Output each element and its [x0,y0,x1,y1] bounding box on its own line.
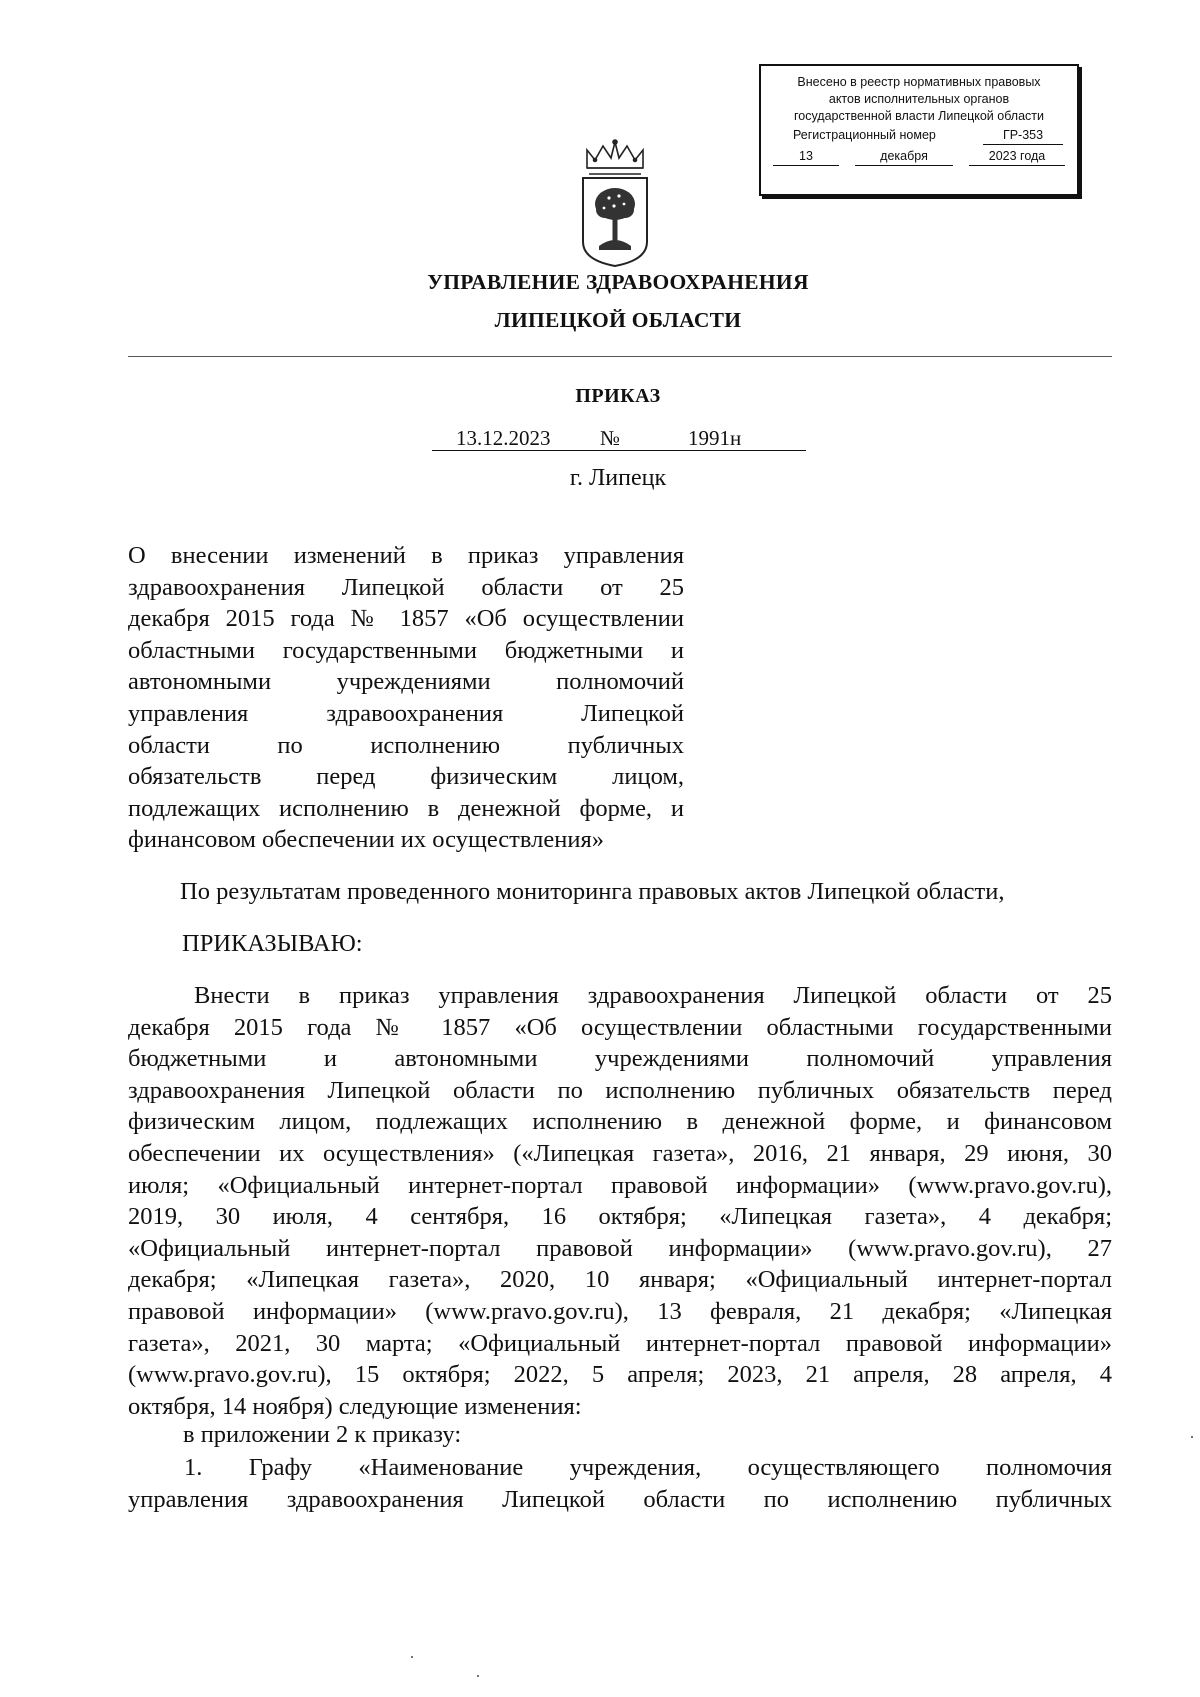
city: г. Липецк [569,465,667,491]
main-line: октября, 14 ноября) следующие изменения: [128,1392,582,1420]
main-line: Внести в приказ управления здравоохранения Липецкой области от 25 [194,982,1112,1009]
main-line: газета», 2021, 30 марта; «Официальный интернет-портал правовой информации» [128,1329,1112,1357]
stamp-reg-label: Регистрационный номер [793,128,936,142]
order-title [128,540,684,856]
stamp-month: декабря [855,148,953,166]
scan-speck [477,1675,479,1677]
stamp-line-2: актов исполнительных органов [828,92,1010,106]
order-date: 13.12.2023 [456,426,551,450]
main-line: обеспечении их осуществления» («Липецкая газета», 2016, 21 января, 29 июня, 30 [128,1139,1112,1167]
document-type: ПРИКАЗ [575,385,661,407]
stamp-reg-number: ГР-353 [983,127,1063,145]
item-line: 1. Графу «Наименование учреждения, осуществляющего полномочия [184,1454,1112,1481]
main-line: декабря; «Липецкая газета», 2020, 10 января; «Официальный интернет-портал [128,1266,1112,1294]
item-line: управления здравоохранения Липецкой области по исполнению публичных [128,1485,1112,1513]
main-line: 2019, 30 июля, 4 сентября, 16 октября; «Липецкая газета», 4 декабря; [128,1203,1112,1231]
title-line: автономными учреждениями полномочий [128,668,684,696]
stamp-day: 13 [773,148,839,166]
title-line: подлежащих исполнению в денежной форме, и [128,794,684,822]
title-line: области по исполнению публичных [128,731,684,759]
stamp-line-3: государственной власти Липецкой области [793,109,1045,123]
main-line: здравоохранения Липецкой области по исполнению публичных обязательств перед [128,1076,1112,1104]
main-line: декабря 2015 года № 1857 «Об осуществлении областными государственными [128,1013,1112,1041]
title-line: здравоохранения Липецкой области от 25 [128,573,684,601]
title-line: управления здравоохранения Липецкой [128,699,684,727]
title-line: областными государственными бюджетными и [128,636,684,664]
main-paragraph [128,980,1112,1422]
title-line: О внесении изменений в приказ управления [128,542,684,569]
registration-stamp [759,64,1079,196]
number-sign: № [600,426,621,450]
stamp-date-row [767,148,1071,166]
main-line: июля; «Официальный интернет-портал правовой информации» (www.pravo.gov.ru), [128,1171,1112,1199]
date-number-line [432,424,806,451]
stamp-year: 2023 года [969,148,1065,166]
order-number: 1991н [688,426,742,450]
header-divider [128,356,1112,357]
item-paragraph [128,1452,1112,1515]
stamp-line-1: Внесено в реестр нормативных правовых [797,75,1041,89]
coat-of-arms-icon [575,138,655,270]
agency-name-line-1: УПРАВЛЕНИЕ ЗДРАВООХРАНЕНИЯ [427,270,809,294]
title-line: декабря 2015 года № 1857 «Об осуществлении [128,605,684,633]
title-line: финансовом обеспечении их осуществления» [128,826,604,854]
title-line: обязательств перед физическим лицом, [128,763,684,791]
order-word: ПРИКАЗЫВАЮ: [182,930,363,957]
scan-speck [411,1656,413,1658]
scan-speck [1191,1436,1193,1438]
main-line: физическим лицом, подлежащих исполнению в денежной форме, и финансовом [128,1108,1112,1136]
main-line: правовой информации» (www.pravo.gov.ru), 13 февраля, 21 декабря; «Липецкая [128,1297,1112,1325]
stamp-registration-row [767,127,1071,145]
main-line: «Официальный интернет-портал правовой информации» (www.pravo.gov.ru), 27 [128,1234,1112,1262]
appendix-line: в приложении 2 к приказу: [183,1421,462,1448]
main-line: (www.pravo.gov.ru), 15 октября; 2022, 5 апреля; 2023, 21 апреля, 28 апреля, 4 [128,1361,1112,1389]
agency-name-line-2: ЛИПЕЦКОЙ ОБЛАСТИ [494,308,742,332]
main-line: бюджетными и автономными учреждениями полномочий управления [128,1045,1112,1073]
preamble: По результатам проведенного мониторинга правовых актов Липецкой области, [180,878,1005,905]
